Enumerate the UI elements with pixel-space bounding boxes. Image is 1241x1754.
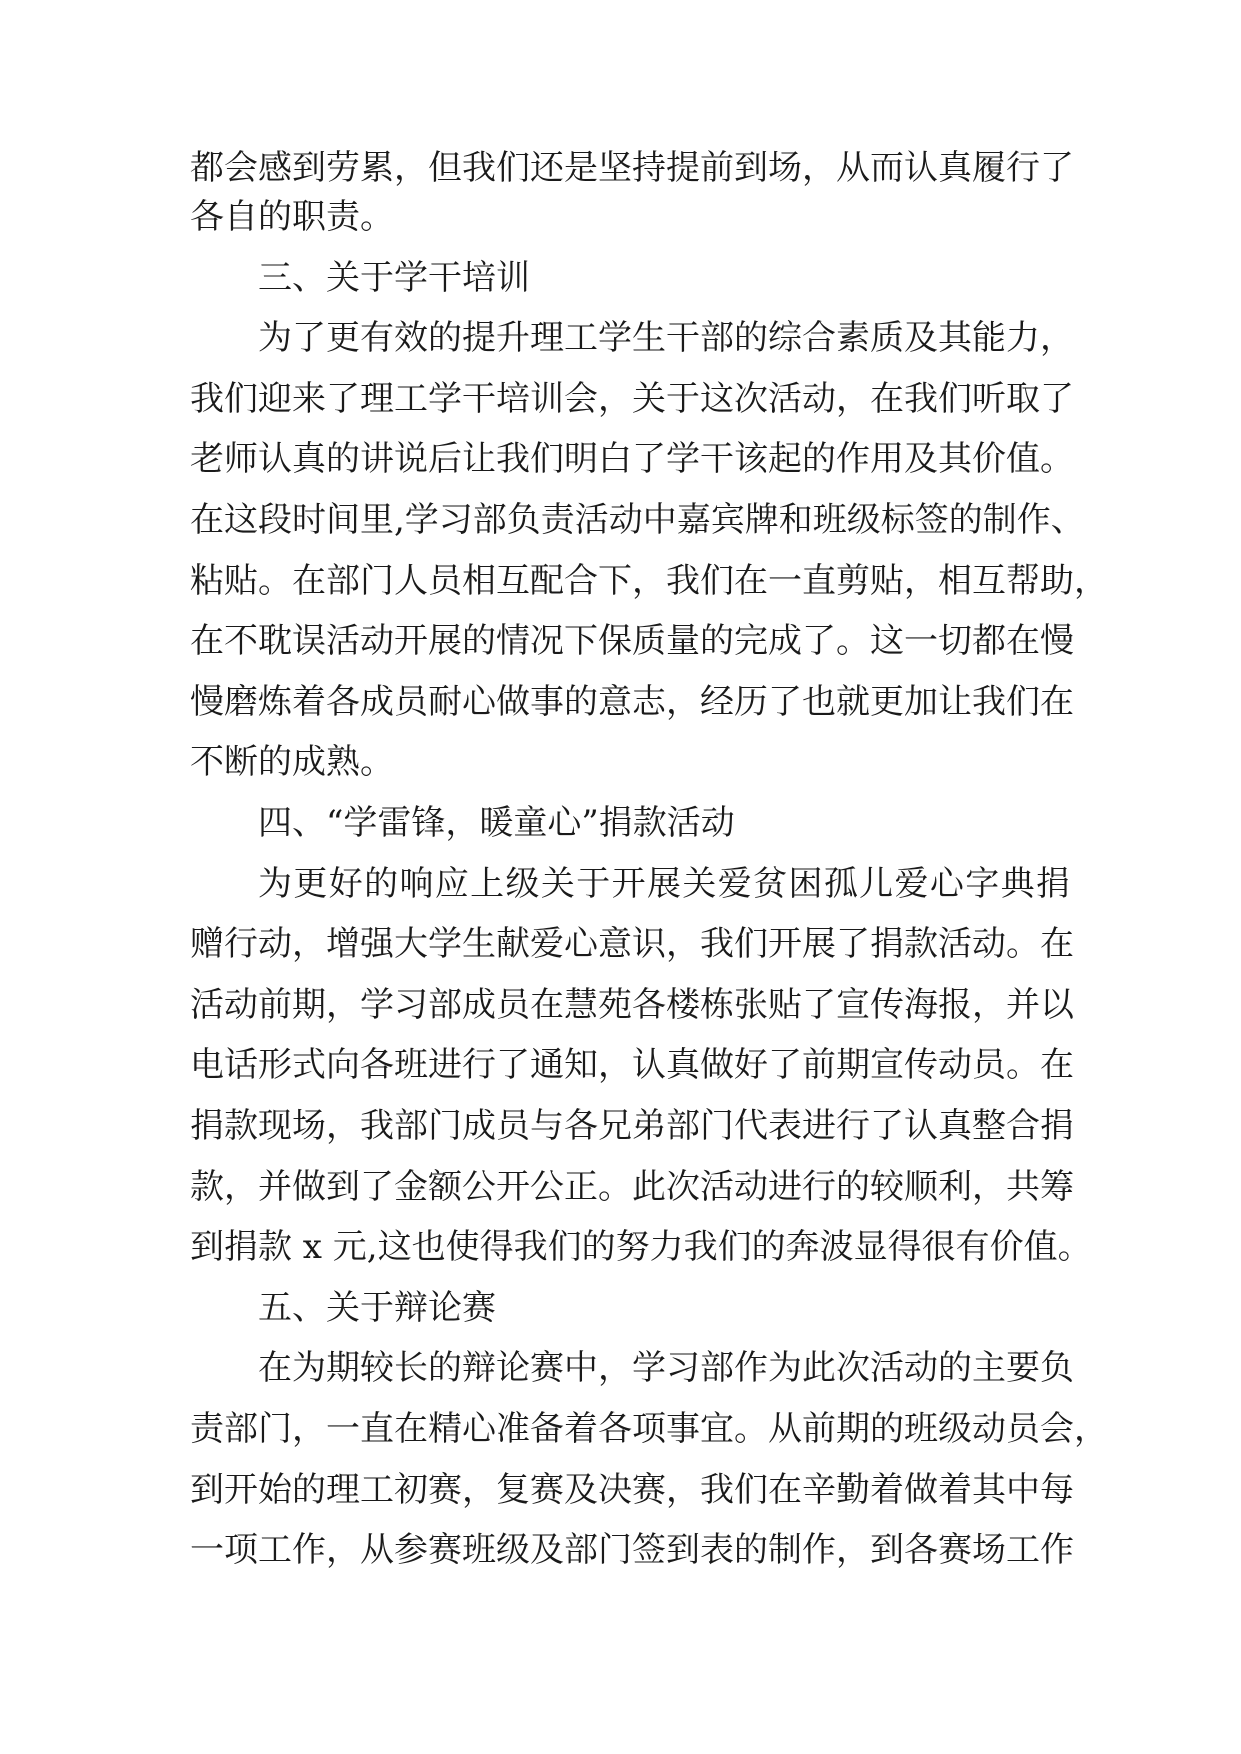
text-line: 一项工作，从参赛班级及部门签到表的制作，到各赛场工作 (190, 1530, 1074, 1570)
text-line: 电话形式向各班进行了通知，认真做好了前期宣传动员。在 (190, 1045, 1074, 1085)
text-line: 款，并做到了金额公开公正。此次活动进行的较顺利，共筹 (190, 1167, 1074, 1207)
text-line: 不断的成熟。 (190, 742, 394, 782)
text-line: 为更好的响应上级关于开展关爱贫困孤儿爱心字典捐 (258, 864, 1070, 904)
text-line: 活动前期，学习部成员在慧苑各楼栋张贴了宣传海报，并以 (190, 985, 1074, 1025)
text-line: 捐款现场，我部门成员与各兄弟部门代表进行了认真整合捐 (190, 1106, 1074, 1146)
text-line: 在不耽误活动开展的情况下保质量的完成了。这一切都在慢 (190, 621, 1074, 661)
section-heading: 三、关于学干培训 (258, 258, 530, 298)
text-line: 责部门，一直在精心准备着各项事宜。从前期的班级动员会， (190, 1409, 1108, 1449)
text-line: 各自的职责。 (190, 197, 394, 237)
text-line: 在这段时间里,学习部负责活动中嘉宾牌和班级标签的制作、 (190, 500, 1085, 540)
text-line: 都会感到劳累，但我们还是坚持提前到场，从而认真履行了 (190, 148, 1074, 188)
text-line: 为了更有效的提升理工学生干部的综合素质及其能力， (258, 318, 1074, 358)
text-line: 老师认真的讲说后让我们明白了学干该起的作用及其价值。 (190, 439, 1074, 479)
text-line: 到开始的理工初赛，复赛及决赛，我们在辛勤着做着其中每 (190, 1470, 1074, 1510)
text-line: 慢磨炼着各成员耐心做事的意志，经历了也就更加让我们在 (190, 682, 1074, 722)
text-line: 我们迎来了理工学干培训会，关于这次活动，在我们听取了 (190, 379, 1074, 419)
text-line: 粘贴。在部门人员相互配合下，我们在一直剪贴，相互帮助， (190, 561, 1108, 601)
text-line: 到捐款 x 元,这也使得我们的努力我们的奔波显得很有价值。 (190, 1227, 1092, 1267)
text-line: 在为期较长的辩论赛中，学习部作为此次活动的主要负 (258, 1348, 1074, 1388)
text-line: 赠行动，增强大学生献爱心意识，我们开展了捐款活动。在 (190, 924, 1074, 964)
section-heading: 五、关于辩论赛 (258, 1288, 496, 1328)
section-heading: 四、“学雷锋，暖童心”捐款活动 (258, 803, 735, 843)
